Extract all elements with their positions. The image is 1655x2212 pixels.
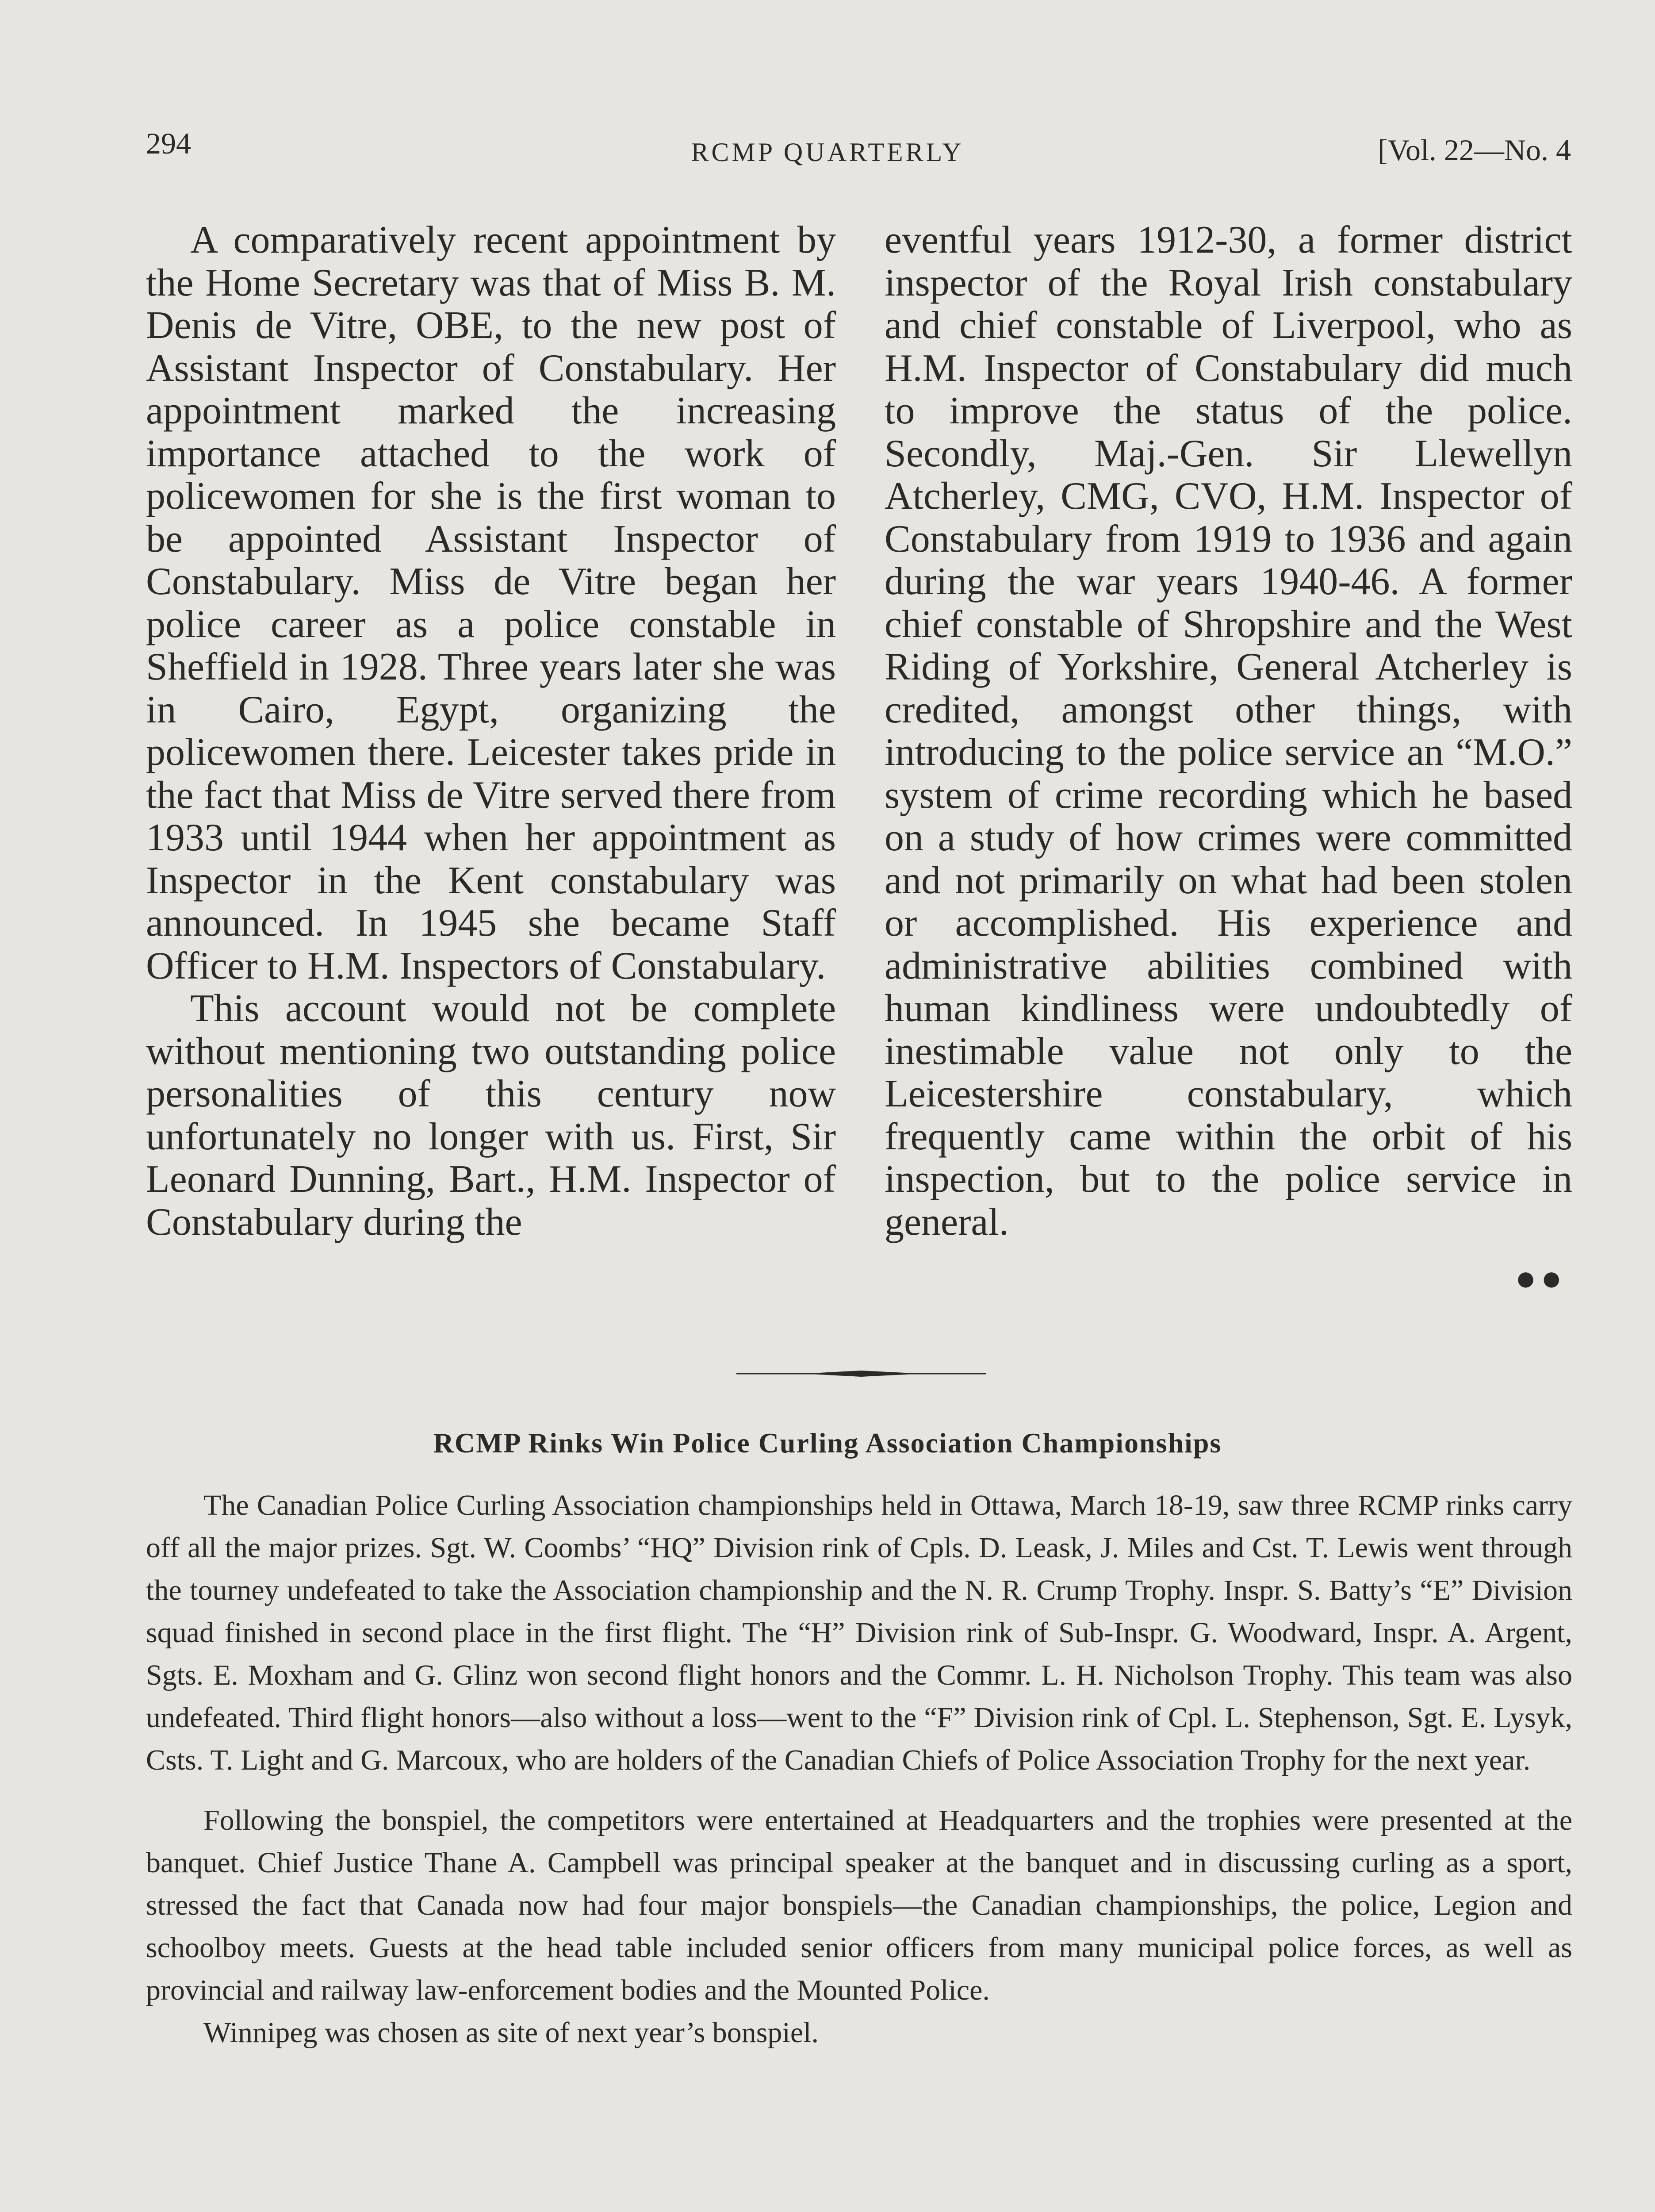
issue-label: [Vol. 22—No. 4	[1378, 133, 1571, 167]
section-divider	[736, 1365, 986, 1382]
curling-article	[146, 1484, 1572, 2054]
paragraph: Following the bonspiel, the competitors were entertained at Headquarters and the trophies were presented at the banquet. Chief Justice Thane A. Campbell was principal speaker at the banquet and in discussing curling as a sport, stressed the fact that Canada now had four major bonspiels—the Canadian championships, the police, Legion and schoolboy meets. Guests at the head table included senior officers from many municipal police forces, as well as provincial and railway law-enforcement bodies and the Mounted Police.	[146, 1804, 1572, 2006]
end-mark: ●●	[1515, 1259, 1567, 1298]
left-column	[146, 219, 836, 1244]
page-header	[0, 126, 1655, 184]
paragraph: This account would not be complete without mentioning two outstanding police personalities of this century now unfortunately no longer with us. First, Sir Leonard Dunning, Bart., H.M. Inspector of Constabulary during the	[146, 987, 836, 1244]
page-number: 294	[146, 127, 191, 160]
running-title: RCMP QUARTERLY	[691, 138, 964, 167]
article-title: RCMP Rinks Win Police Curling Association Championships	[433, 1427, 1222, 1459]
paragraph: A comparatively recent appointment by the Home Secretary was that of Miss B. M. Denis de Vitre, OBE, to the new post of Assistant Inspector of Constabulary. Her appointment marked the increasing importance attached to the work of policewomen for she is the first woman to be appointed Assistant Inspector of Constabulary. Miss de Vitre began her police career as a police constable in Sheffield in 1928. Three years later she was in Cairo, Egypt, organizing the policewomen there. Leicester takes pride in the fact that Miss de Vitre served there from 1933 until 1944 when her appointment as Inspector in the Kent constabulary was announced. In 1945 she became Staff Officer to H.M. Inspectors of Constabulary.	[146, 219, 836, 987]
paragraph: The Canadian Police Curling Association championships held in Ottawa, March 18-19, saw three RCMP rinks carry off all the major prizes. Sgt. W. Coombs’ “HQ” Division rink of Cpls. D. Leask, J. Miles and Cst. T. Lewis went through the tourney undefeated to take the Association championship and the N. R. Crump Trophy. Inspr. S. Batty’s “E” Division squad finished in second place in the first flight. The “H” Division rink of Sub-Inspr. G. Woodward, Inspr. A. Argent, Sgts. E. Moxham and G. Glinz won second flight honors and the Commr. L. H. Nicholson Trophy. This team was also undefeated. Third flight honors—also without a loss—went to the “F” Division rink of Cpl. L. Stephenson, Sgt. E. Lysyk, Csts. T. Light and G. Marcoux, who are holders of the Canadian Chiefs of Police Association Trophy for the next year.	[146, 1489, 1572, 1776]
paragraph: eventful years 1912-30, a former district inspector of the Royal Irish constabulary and chief constable of Liverpool, who as H.M. Inspector of Constabulary did much to improve the status of the police. Secondly, Maj.-Gen. Sir Llewellyn Atcherley, CMG, CVO, H.M. Inspector of Constabulary from 1919 to 1936 and again during the war years 1940-46. A former chief constable of Shropshire and the West Riding of Yorkshire, General Atcherley is credited, amongst other things, with introducing to the police service an “M.O.” system of crime recording which he based on a study of how crimes were committed and not primarily on what had been stolen or accomplished. His experience and administrative abilities combined with human kindliness were undoubtedly of inestimable value not only to the Leicestershire constabulary, which frequently came within the orbit of his inspection, but to the police service in general.	[885, 219, 1572, 1244]
right-column	[885, 219, 1572, 1244]
paragraph: Winnipeg was chosen as site of next year’s bonspiel.	[203, 2016, 819, 2049]
